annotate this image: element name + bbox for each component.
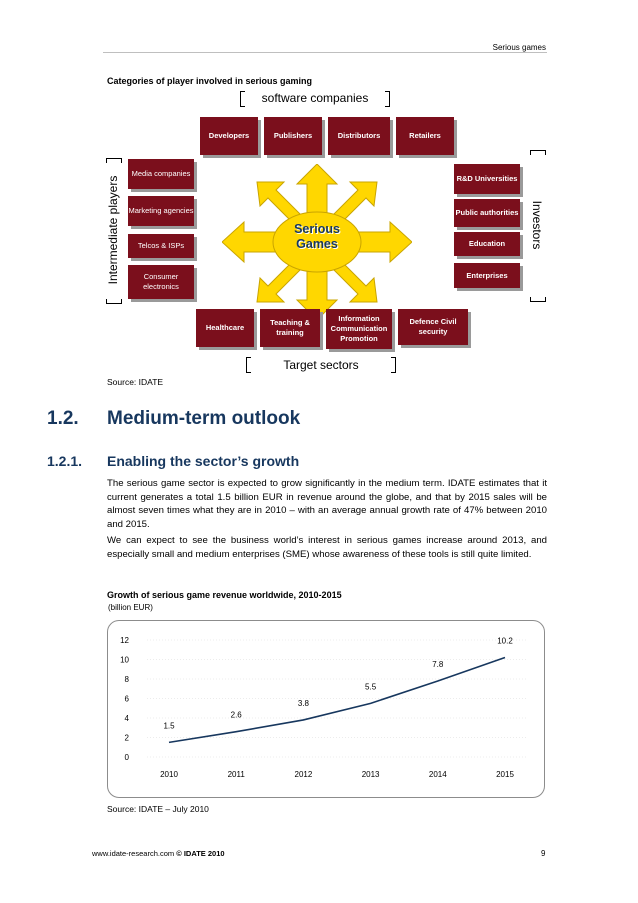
y-tick-label: 6 <box>124 694 129 704</box>
intermediate-players-label: Intermediate players <box>106 175 120 285</box>
box-education: Education <box>454 232 520 256</box>
top-bracket <box>240 90 390 108</box>
y-tick-label: 2 <box>124 733 129 743</box>
box-marketing-agencies: Marketing agencies <box>128 196 194 226</box>
box-telcos-isps: Telcos & ISPs <box>128 234 194 258</box>
x-tick-label: 2015 <box>496 770 514 779</box>
diagram-caption: Categories of player involved in serious gaming <box>107 76 313 86</box>
x-tick-label: 2014 <box>428 770 447 779</box>
subsection-title: Enabling the sector’s growth <box>107 453 300 469</box>
box-healthcare: Healthcare <box>196 309 254 347</box>
series-line <box>169 658 505 743</box>
software-companies-label: software companies <box>261 91 369 105</box>
box-consumer-electronics: Consumer electronics <box>128 265 194 299</box>
paragraph: We can expect to see the business world’s interest in serious games increase around 2013, and especially small and medium enterprises (SME) whose awareness of these tools is still quite limited. <box>107 535 547 560</box>
data-label: 5.5 <box>365 682 377 692</box>
y-tick-label: 8 <box>124 675 129 684</box>
diagram-source: Source: IDATE <box>107 377 164 387</box>
box-media-companies: Media companies <box>128 159 194 189</box>
data-label: 1.5 <box>163 721 175 731</box>
box-rd-universities: R&D Universities <box>454 164 520 194</box>
chart-title: Growth of serious game revenue worldwide, 2010-2015 <box>107 590 342 600</box>
bottom-bracket <box>246 356 396 374</box>
box-teaching-training: Teaching & training <box>260 309 320 347</box>
x-tick-label: 2012 <box>294 770 313 779</box>
paragraph: The serious game sector is expected to grow significantly in the medium term. IDATE estimates that it current generates a total 1.5 billion EUR in revenue around the globe, and that by 2015 sales will be almost seven times what they are in 2010 – with an average annual growth rate of 47% between 2010 and 2015. <box>107 478 547 530</box>
data-label: 3.8 <box>297 698 309 708</box>
data-label: 2.6 <box>230 710 242 720</box>
footer-site[interactable]: www.idate-research.com <box>92 849 175 858</box>
data-label: 7.8 <box>432 659 444 669</box>
data-label: 10.2 <box>497 636 513 646</box>
chart-source: Source: IDATE – July 2010 <box>107 804 209 814</box>
chart-unit: (billion EUR) <box>108 603 153 612</box>
right-bracket <box>526 150 548 302</box>
footer-copyright: © IDATE 2010 <box>176 849 225 858</box>
investors-label: Investors <box>530 200 544 250</box>
footer-left <box>92 849 225 858</box>
box-information-communication: Information Communication Promotion <box>326 309 392 349</box>
box-distributors: Distributors <box>328 117 390 155</box>
x-tick-label: 2010 <box>160 770 178 779</box>
running-header: Serious games <box>492 43 546 52</box>
section-number: 1.2. <box>47 408 79 429</box>
box-retailers: Retailers <box>396 117 454 155</box>
page-number: 9 <box>541 849 546 858</box>
y-tick-label: 4 <box>124 714 129 723</box>
y-tick-label: 0 <box>124 753 129 762</box>
box-developers: Developers <box>200 117 258 155</box>
box-defence-civil-security: Defence Civil security <box>398 309 468 345</box>
x-tick-label: 2011 <box>227 770 245 779</box>
subsection-number: 1.2.1. <box>47 453 83 469</box>
target-sectors-label: Target sectors <box>283 358 359 372</box>
header-rule <box>103 52 547 53</box>
center-label: Serious Games <box>294 222 340 251</box>
y-tick-label: 10 <box>120 655 129 665</box>
box-public-authorities: Public authorities <box>454 199 520 227</box>
y-tick-label: 12 <box>120 636 129 645</box>
left-bracket <box>104 158 122 304</box>
x-tick-label: 2013 <box>361 770 380 779</box>
revenue-line-chart <box>107 620 543 796</box>
box-publishers: Publishers <box>264 117 322 155</box>
box-enterprises: Enterprises <box>454 263 520 288</box>
section-title: Medium-term outlook <box>107 408 301 429</box>
